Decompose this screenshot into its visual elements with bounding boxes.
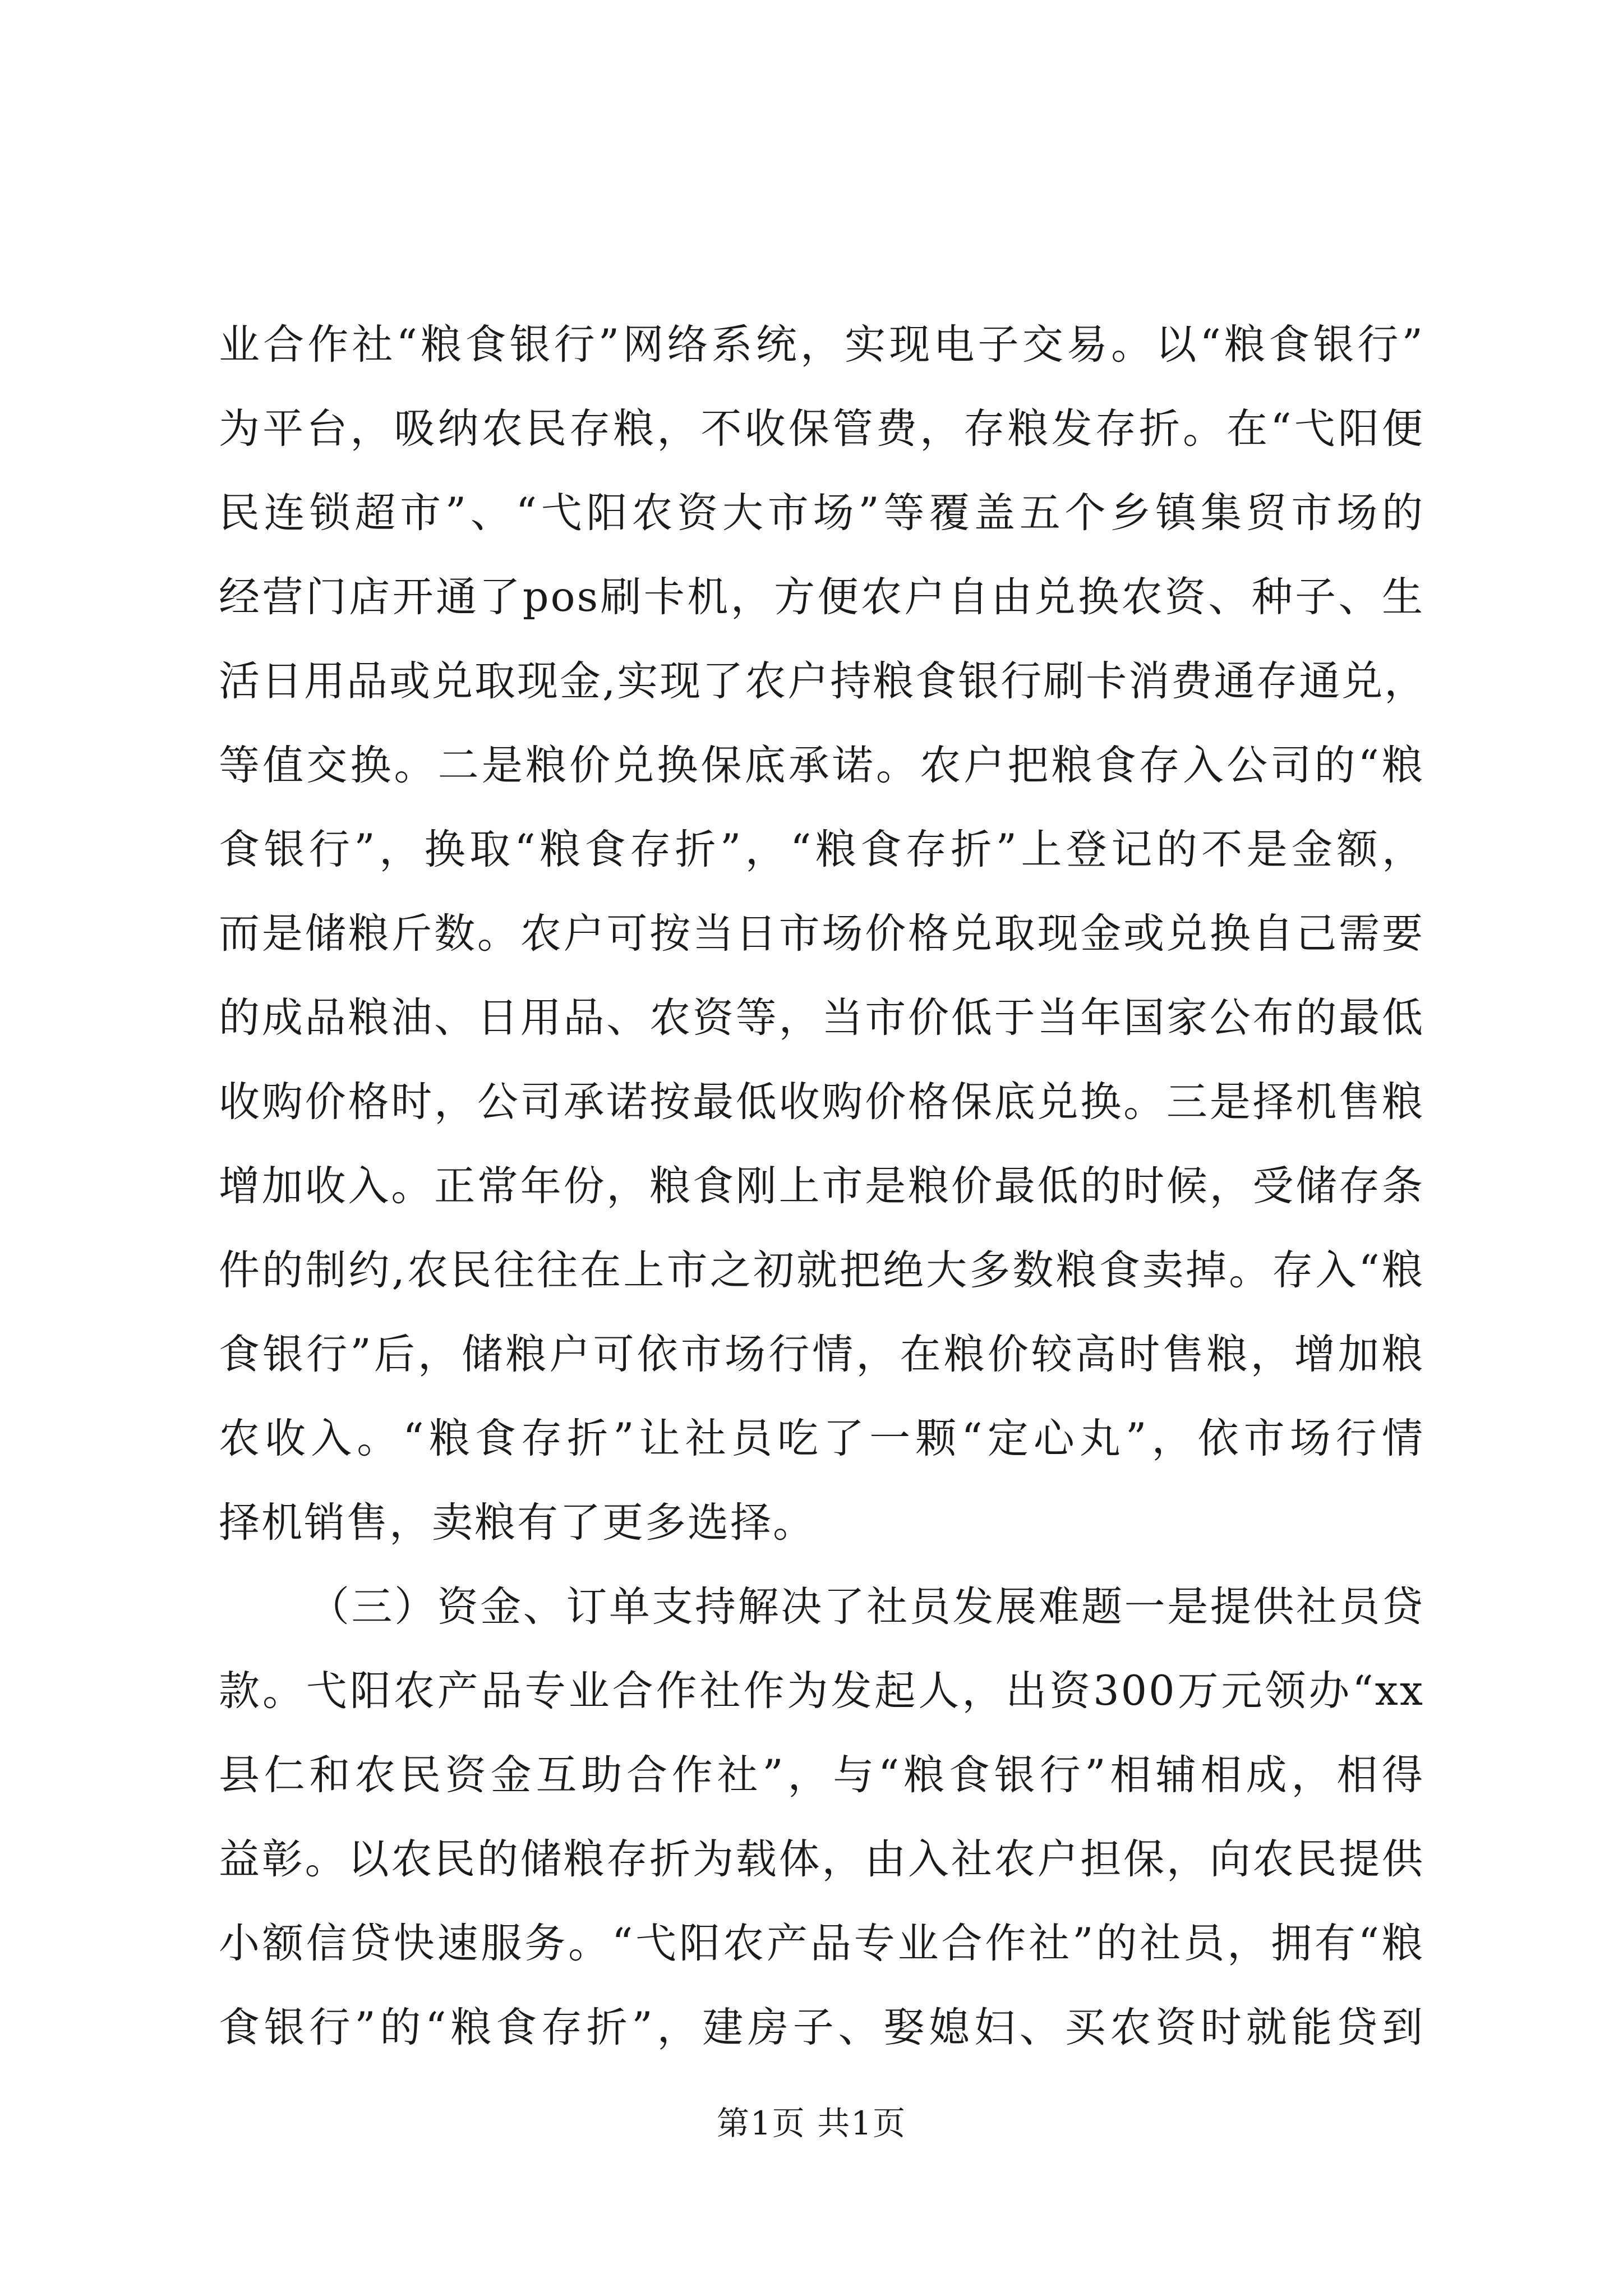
body-line-3: 民连锁超市”、“弋阳农资大市场”等覆盖五个乡镇集贸市场的 bbox=[219, 489, 1424, 537]
body-line-19: 益彰。以农民的储粮存折为载体，由入社农户担保，向农民提供 bbox=[219, 1835, 1424, 1883]
body-line-4: 经营门店开通了pos刷卡机，方便农户自由兑换农资、种子、生 bbox=[219, 573, 1424, 621]
body-line-14: 农收入。“粮食存折”让社员吃了一颗“定心丸”，依市场行情 bbox=[219, 1415, 1424, 1462]
body-line-9: 的成品粮油、日用品、农资等，当市价低于当年国家公布的最低 bbox=[219, 994, 1424, 1042]
body-line-20: 小额信贷快速服务。“弋阳农产品专业合作社”的社员，拥有“粮 bbox=[219, 1920, 1424, 1967]
page-footer: 第1页 共1页 bbox=[716, 2104, 907, 2142]
body-line-15: 择机销售，卖粮有了更多选择。 bbox=[219, 1499, 815, 1547]
section-heading-line: （三）资金、订单支持解决了社员发展难题一是提供社员贷 bbox=[308, 1583, 1424, 1631]
body-line-8: 而是储粮斤数。农户可按当日市场价格兑取现金或兑换自己需要 bbox=[219, 910, 1424, 958]
body-line-2: 为平台，吸纳农民存粮，不收保管费，存粮发存折。在“弋阳便 bbox=[219, 405, 1424, 453]
body-line-1: 业合作社“粮食银行”网络系统，实现电子交易。以“粮食银行” bbox=[219, 321, 1424, 369]
body-line-5: 活日用品或兑取现金,实现了农户持粮食银行刷卡消费通存通兑， bbox=[219, 657, 1427, 705]
body-line-11: 增加收入。正常年份，粮食刚上市是粮价最低的时候，受储存条 bbox=[219, 1162, 1424, 1210]
body-line-21: 食银行”的“粮食存折”，建房子、娶媳妇、买农资时就能贷到 bbox=[219, 2004, 1424, 2051]
body-line-10: 收购价格时，公司承诺按最低收购价格保底兑换。三是择机售粮 bbox=[219, 1078, 1424, 1126]
body-line-13: 食银行”后，储粮户可依市场行情，在粮价较高时售粮，增加粮 bbox=[219, 1331, 1424, 1378]
body-line-12: 件的制约,农民往往在上市之初就把绝大多数粮食卖掉。存入“粮 bbox=[219, 1246, 1424, 1294]
body-line-7: 食银行”，换取“粮食存折”，“粮食存折”上登记的不是金额， bbox=[219, 826, 1424, 873]
body-line-17: 款。弋阳农产品专业合作社作为发起人，出资300万元领办“xx bbox=[219, 1667, 1424, 1715]
body-line-18: 县仁和农民资金互助合作社”，与“粮食银行”相辅相成，相得 bbox=[219, 1751, 1424, 1799]
body-line-6: 等值交换。二是粮价兑换保底承诺。农户把粮食存入公司的“粮 bbox=[219, 742, 1424, 789]
